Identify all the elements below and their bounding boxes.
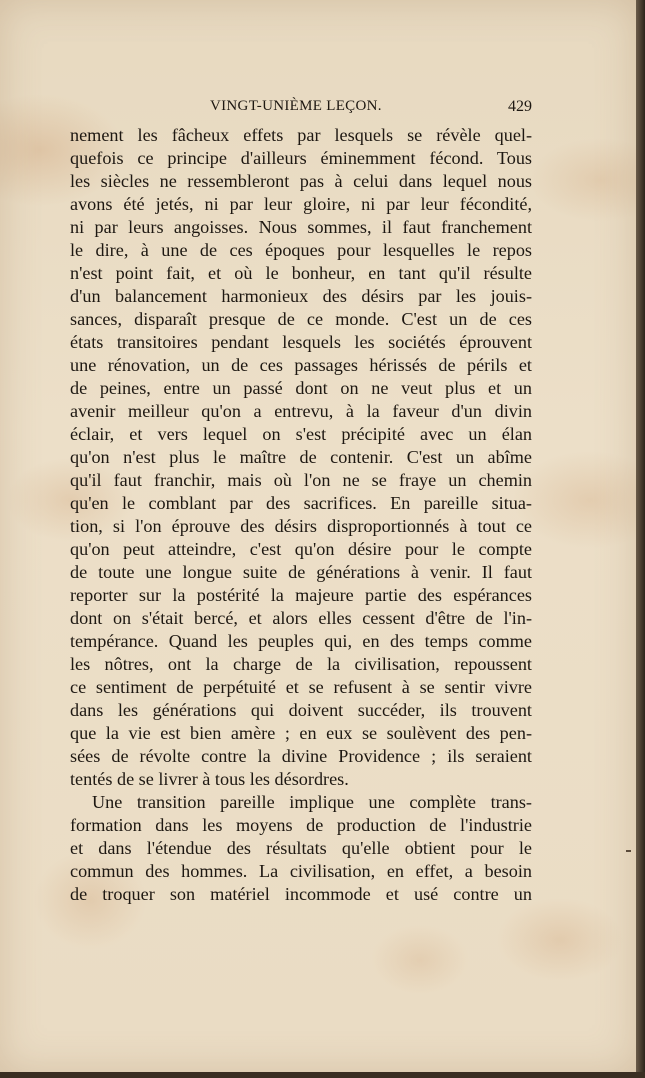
text-line: qu'en le comblant par des sacrifices. En pareille situa-	[70, 493, 532, 513]
text-line: une rénovation, un de ces passages hérissés de périls et	[70, 355, 532, 375]
text-line: ce sentiment de perpétuité et se refusent à se sentir vivre	[70, 677, 532, 697]
text-line: nement les fâcheux effets par lesquels se révèle quel-	[70, 125, 532, 145]
text-line: que la vie est bien amère ; en eux se soulèvent des pen-	[70, 723, 532, 743]
page-edge	[636, 0, 645, 1078]
text-line: commun des hommes. La civilisation, en effet, a besoin	[70, 861, 532, 881]
text-line: dans les générations qui doivent succéder, ils trouvent	[70, 700, 532, 720]
text-line: avons été jetés, ni par leur gloire, ni par leur fécondité,	[70, 194, 532, 214]
margin-mark	[626, 850, 631, 852]
text-line: de peines, entre un passé dont on ne veut plus et un	[70, 378, 532, 398]
text-line: de troquer son matériel incommode et usé contre un	[70, 884, 532, 904]
page-header	[70, 98, 532, 122]
body-text	[70, 124, 532, 906]
page-number: 429	[508, 98, 532, 115]
text-line: reporter sur la postérité la majeure partie des espérances	[70, 585, 532, 605]
text-line: les siècles ne ressembleront pas à celui dans lequel nous	[70, 171, 532, 191]
text-line: éclair, et vers lequel on s'est précipité avec un élan	[70, 424, 532, 444]
text-line: tion, si l'on éprouve des désirs disproportionnés à tout ce	[70, 516, 532, 536]
text-line: le dire, à une de ces époques pour lesquelles le repos	[70, 240, 532, 260]
text-line: tempérance. Quand les peuples qui, en des temps comme	[70, 631, 532, 651]
text-line: qu'on peut atteindre, c'est qu'on désire pour le compte	[70, 539, 532, 559]
page-bottom-edge	[0, 1072, 645, 1078]
text-line: ni par leurs angoisses. Nous sommes, il faut franchement	[70, 217, 532, 237]
text-line: dont on s'était bercé, et alors elles cessent d'être de l'in-	[70, 608, 532, 628]
text-line: et dans l'étendue des résultats qu'elle obtient pour le	[70, 838, 532, 858]
text-line: qu'il faut franchir, mais où l'on ne se fraye un chemin	[70, 470, 532, 490]
text-line: sées de révolte contre la divine Providence ; ils seraient	[70, 746, 532, 766]
text-line: sances, disparaît presque de ce monde. C'est un de ces	[70, 309, 532, 329]
text-line: états transitoires pendant lesquels les sociétés éprouvent	[70, 332, 532, 352]
text-line: les nôtres, ont la charge de la civilisation, repoussent	[70, 654, 532, 674]
text-line: avenir meilleur qu'on a entrevu, à la faveur d'un divin	[70, 401, 532, 421]
text-line: quefois ce principe d'ailleurs éminemment fécond. Tous	[70, 148, 532, 168]
text-line: qu'on n'est plus le maître de contenir. C'est un abîme	[70, 447, 532, 467]
text-line: formation dans les moyens de production de l'industrie	[70, 815, 532, 835]
paragraph-end-line: tentés de se livrer à tous les désordres.	[70, 769, 349, 789]
text-line: d'un balancement harmonieux des désirs par les jouis-	[70, 286, 532, 306]
running-title: VINGT-UNIÈME LEÇON.	[210, 98, 382, 114]
text-line: n'est point fait, et où le bonheur, en tant qu'il résulte	[70, 263, 532, 283]
text-line: de toute une longue suite de générations à venir. Il faut	[70, 562, 532, 582]
paragraph-start-line: Une transition pareille implique une complète trans-	[92, 792, 532, 812]
